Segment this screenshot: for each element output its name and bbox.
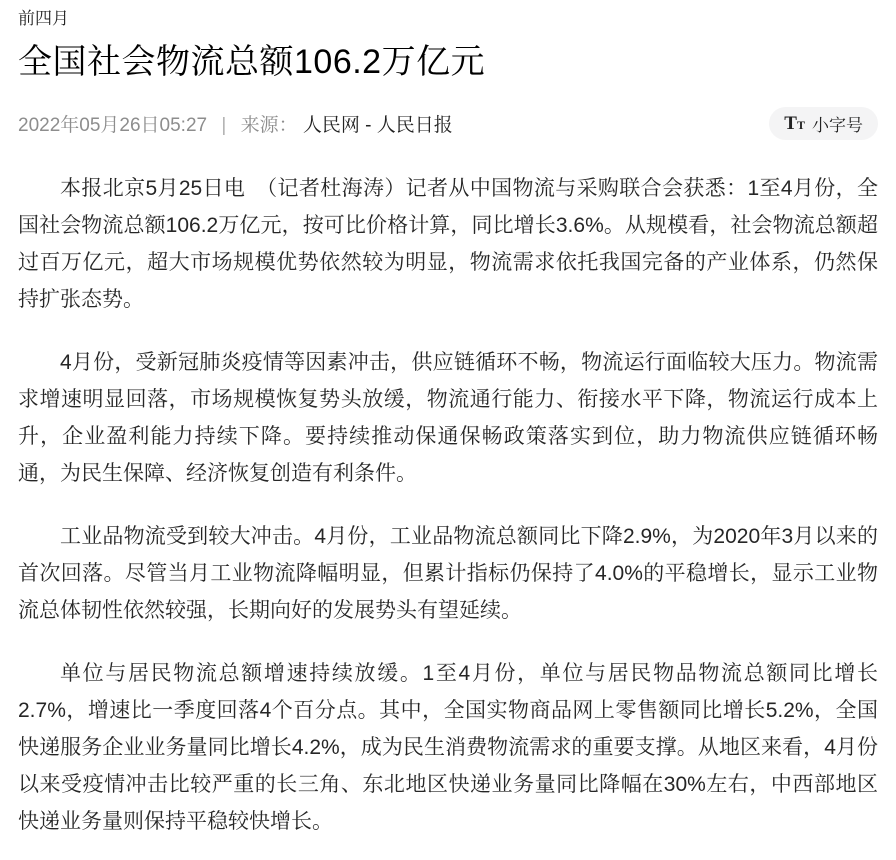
article-paragraph-3: 工业品物流受到较大冲击。4月份，工业品物流总额同比下降2.9%，为2020年3月以来的首次回落。尽管当月工业物流降幅明显，但累计指标仍保持了4.0%的平稳增长，显示工业物流总体韧性依然较强，长期向好的发展势头有望延续。 [18, 525, 878, 622]
font-size-icon-large-t: T [784, 113, 797, 134]
article-meta [18, 110, 453, 137]
font-size-button-label: 小字号 [812, 116, 863, 135]
article-paragraph-4: 单位与居民物流总额增速持续放缓。1至4月份，单位与居民物品物流总额同比增长2.7%，增速比一季度回落4个百分点。其中，全国实物商品网上零售额同比增长5.2%，全国快递服务企业业务量同比增长4.2%，成为民生消费物流需求的重要支撑。从地区来看，4月份以来受疫情冲击比较严重的长三角、东北地区快递业务量同比降幅在30%左右，中西部地区快递业务量则保持平稳较快增长。 [18, 662, 878, 833]
source-label: 来源： [240, 115, 298, 136]
font-size-button[interactable] [769, 107, 878, 140]
font-size-icon [784, 114, 805, 133]
source-link[interactable]: 人民网 - 人民日报 [302, 115, 453, 136]
article-title: 全国社会物流总额106.2万亿元 [18, 43, 486, 81]
publish-datetime: 2022年05月26日05:27 [18, 115, 208, 136]
meta-separator: | [221, 115, 227, 136]
article-paragraph-1: 本报北京5月25日电 （记者杜海涛）记者从中国物流与采购联合会获悉：1至4月份，全国社会物流总额106.2万亿元，按可比价格计算，同比增长3.6%。从规模看，社会物流总额超过百万亿元，超大市场规模优势依然较为明显，物流需求依托我国完备的产业体系，仍然保持扩张态势。 [18, 177, 878, 311]
font-size-icon-small-t: T [796, 118, 805, 132]
article-kicker: 前四月 [18, 9, 69, 28]
meta-row [18, 107, 878, 140]
article-body [18, 170, 878, 840]
article-paragraph-2: 4月份，受新冠肺炎疫情等因素冲击，供应链循环不畅，物流运行面临较大压力。物流需求增速明显回落，市场规模恢复势头放缓，物流通行能力、衔接水平下降，物流运行成本上升，企业盈利能力持续下降。要持续推动保通保畅政策落实到位，助力物流供应链循环畅通，为民生保障、经济恢复创造有利条件。 [18, 351, 878, 485]
